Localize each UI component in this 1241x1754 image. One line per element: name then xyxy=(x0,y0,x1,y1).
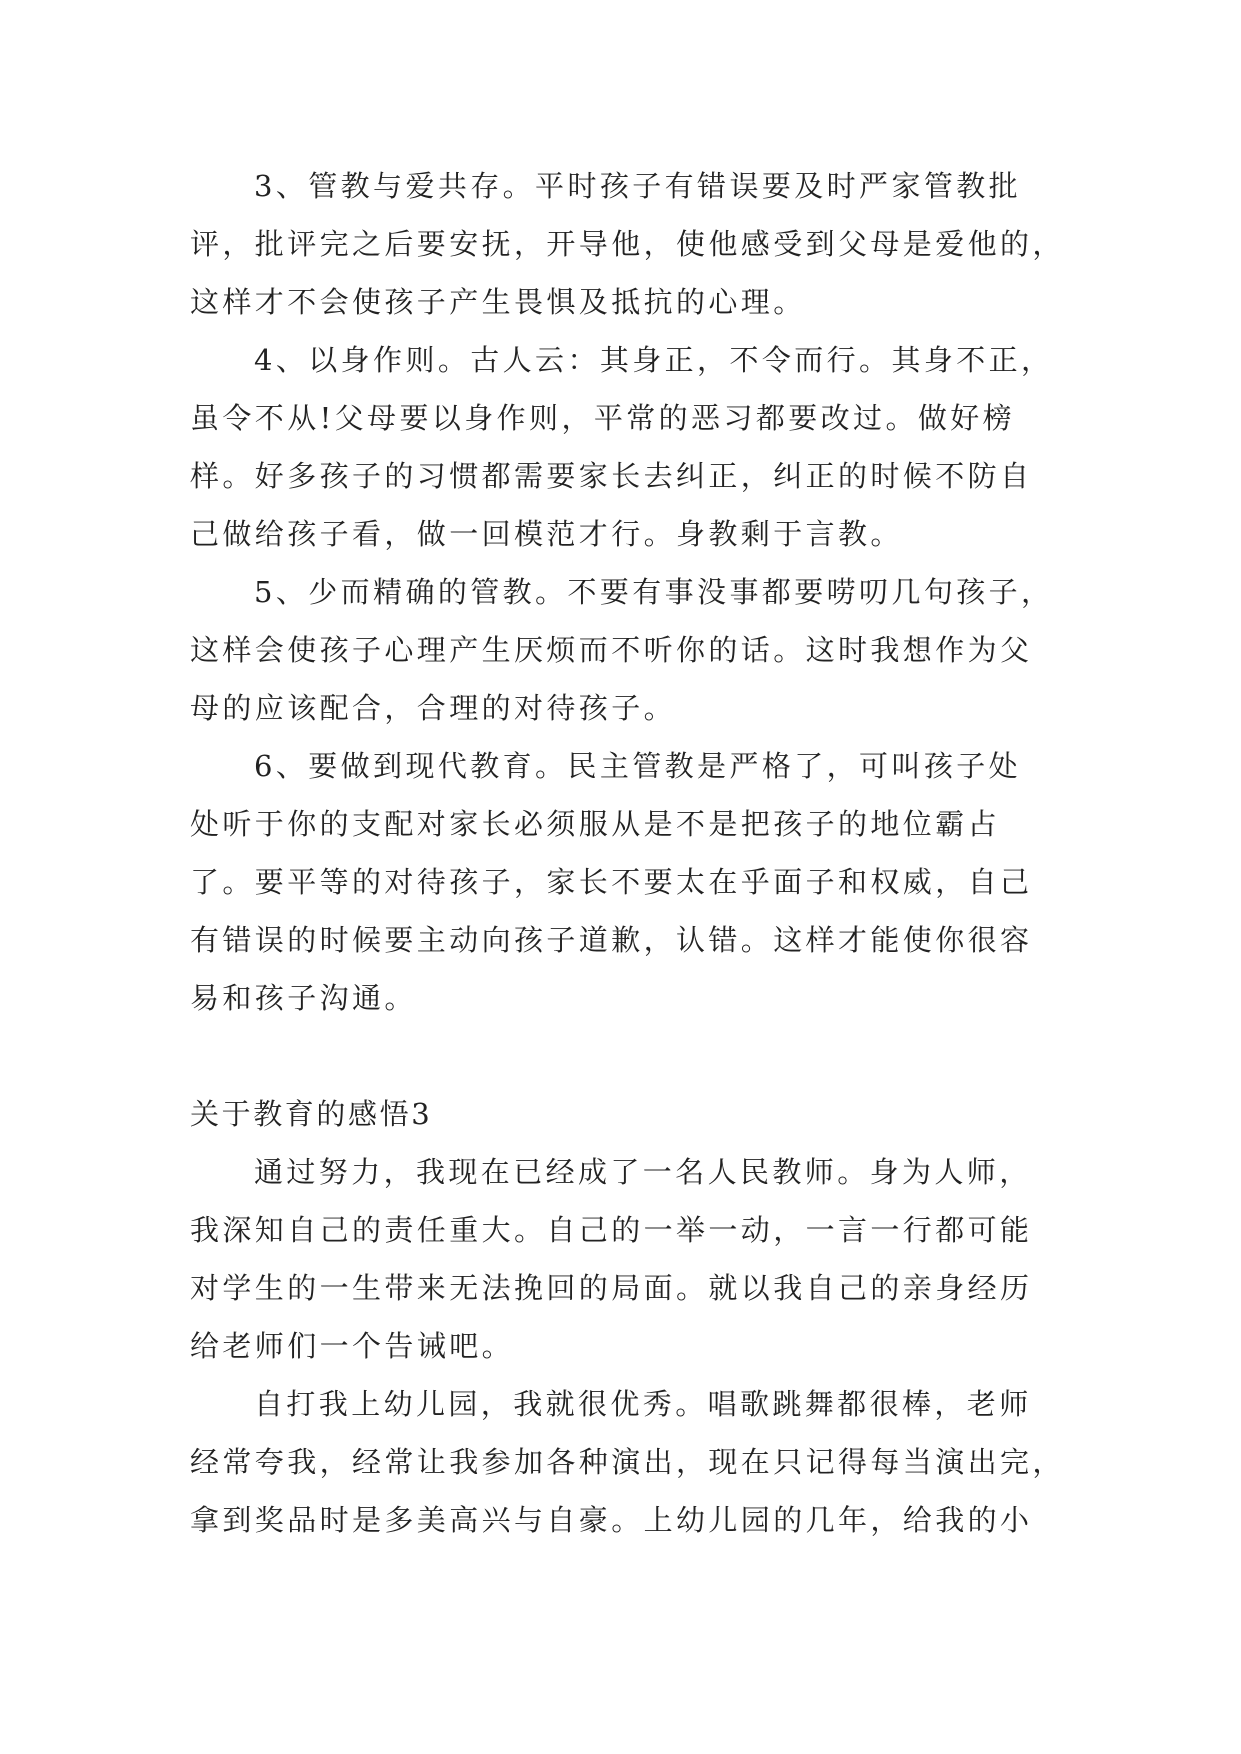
paragraph-line: 拿到奖品时是多美高兴与自豪。上幼儿园的几年，给我的小 xyxy=(190,1503,1033,1537)
paragraph-line: 3、管教与爱共存。平时孩子有错误要及时严家管教批 xyxy=(254,169,1022,203)
paragraph-line: 经常夸我，经常让我参加各种演出，现在只记得每当演出完， xyxy=(190,1445,1065,1479)
paragraph-line: 通过努力，我现在已经成了一名人民教师。身为人师， xyxy=(254,1155,1032,1189)
paragraph-line: 母的应该配合，合理的对待孩子。 xyxy=(190,691,677,725)
paragraph-line: 虽令不从!父母要以身作则，平常的恶习都要改过。做好榜 xyxy=(190,401,1016,435)
paragraph-line: 4、以身作则。古人云：其身正，不令而行。其身不正， xyxy=(254,343,1054,377)
paragraph-line: 5、少而精确的管教。不要有事没事都要唠叨几句孩子， xyxy=(254,575,1054,609)
paragraph-line: 易和孩子沟通。 xyxy=(190,981,417,1015)
paragraph-line: 这样才不会使孩子产生畏惧及抵抗的心理。 xyxy=(190,285,806,319)
paragraph-line: 自打我上幼儿园，我就很优秀。唱歌跳舞都很棒，老师 xyxy=(254,1387,1032,1421)
paragraph-line: 对学生的一生带来无法挽回的局面。就以我自己的亲身经历 xyxy=(190,1271,1033,1305)
paragraph-line: 处听于你的支配对家长必须服从是不是把孩子的地位霸占 xyxy=(190,807,1001,841)
paragraph-line: 样。好多孩子的习惯都需要家长去纠正，纠正的时候不防自 xyxy=(190,459,1033,493)
paragraph-line: 这样会使孩子心理产生厌烦而不听你的话。这时我想作为父 xyxy=(190,633,1033,667)
paragraph-line: 6、要做到现代教育。民主管教是严格了，可叫孩子处 xyxy=(254,749,1022,783)
paragraph-line: 评，批评完之后要安抚，开导他，使他感受到父母是爱他的， xyxy=(190,227,1065,261)
paragraph-line: 己做给孩子看，做一回模范才行。身教剩于言教。 xyxy=(190,517,903,551)
paragraph-line: 给老师们一个告诫吧。 xyxy=(190,1329,515,1363)
paragraph-line: 了。要平等的对待孩子，家长不要太在乎面子和权威，自己 xyxy=(190,865,1033,899)
section-title: 关于教育的感悟3 xyxy=(190,1097,433,1131)
paragraph-line: 我深知自己的责任重大。自己的一举一动，一言一行都可能 xyxy=(190,1213,1033,1247)
paragraph-line: 有错误的时候要主动向孩子道歉，认错。这样才能使你很容 xyxy=(190,923,1033,957)
